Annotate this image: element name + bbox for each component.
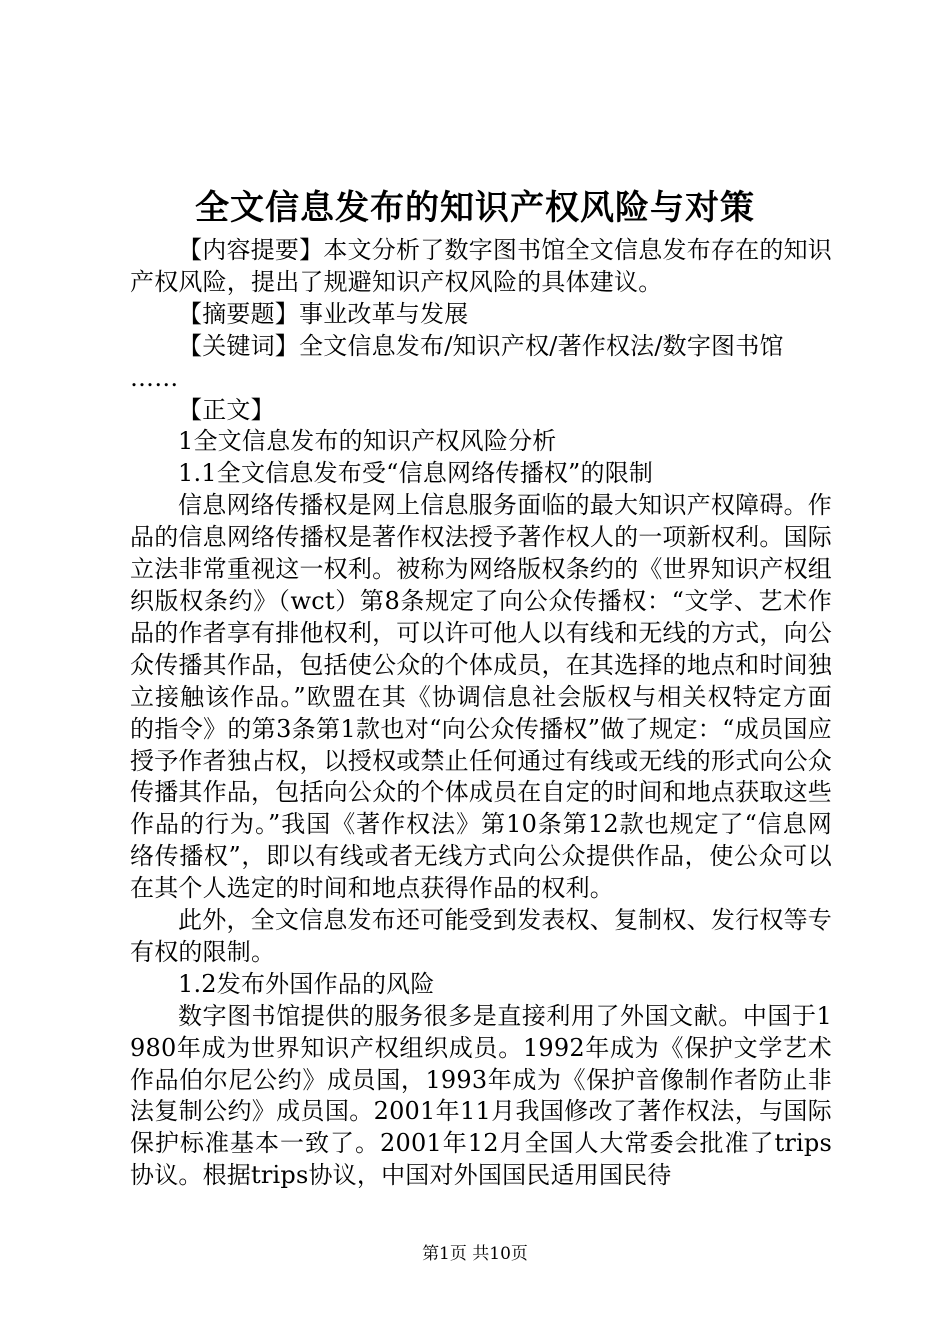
body-paragraph: 信息网络传播权是网上信息服务面临的最大知识产权障碍。作品的信息网络传播权是著作权法授予著作权人的一项新权利。国际立法非常重视这一权利。被称为网络版权条约的《世界知识产权组织版权条约》（wct）第8条规定了向公众传播权：“文学、艺术作品的作者享有排他权利，可以许可他人以有线和无线的方式，向公众传播其作品，包括使公众的个体成员，在其选择的地点和时间独立接触该作品。”欧盟在其《协调信息社会版权与相关权特定方面的指令》的第3条第1款也对“向公众传播权”做了规定：“成员国应授予作者独占权，以授权或禁止任何通过有线或无线的形式向公众传播其作品，包括向公众的个体成员在自定的时间和地点获取这些作品的行为。”我国《著作权法》第10条第12款也规定了“信息网络传播权”，即以有线或者无线方式向公众提供作品，使公众可以在其个人选定的时间和地点获得作品的权利。 [130,491,832,903]
body-paragraph: 此外，全文信息发布还可能受到发表权、复制权、发行权等专有权的限制。 [130,906,832,966]
section-heading-1-1: 1.1全文信息发布受“信息网络传播权”的限制 [178,459,654,488]
body-paragraph: 数字图书馆提供的服务很多是直接利用了外国文献。中国于1980年成为世界知识产权组织成员。1992年成为《保护文学艺术作品伯尔尼公约》成员国，1993年成为《保护音像制作者防止非法复制公约》成员国。2001年11月我国修改了著作权法，与国际保护标准基本一致了。2001年12月全国人大常委会批准了trips协议。根据trips协议，中国对外国国民适用国民待 [130,1001,832,1190]
section-heading-1: 1全文信息发布的知识产权风险分析 [178,427,557,456]
subject-paragraph: 【摘要题】事业改革与发展 [178,299,469,328]
document-title: 全文信息发布的知识产权风险与对策 [195,188,755,228]
abstract-paragraph: 【内容提要】本文分析了数字图书馆全文信息发布存在的知识产权风险，提出了规避知识产权风险的具体建议。 [130,236,832,296]
section-heading-1-2: 1.2发布外国作品的风险 [178,969,435,998]
page-footer: 第1页 共10页 [422,1244,528,1264]
keywords-paragraph: 【关键词】全文信息发布/知识产权/著作权法/数字图书馆 [178,331,784,360]
body-heading: 【正文】 [178,395,275,424]
ellipsis-line: …… [130,363,179,392]
document-body [130,235,832,1192]
